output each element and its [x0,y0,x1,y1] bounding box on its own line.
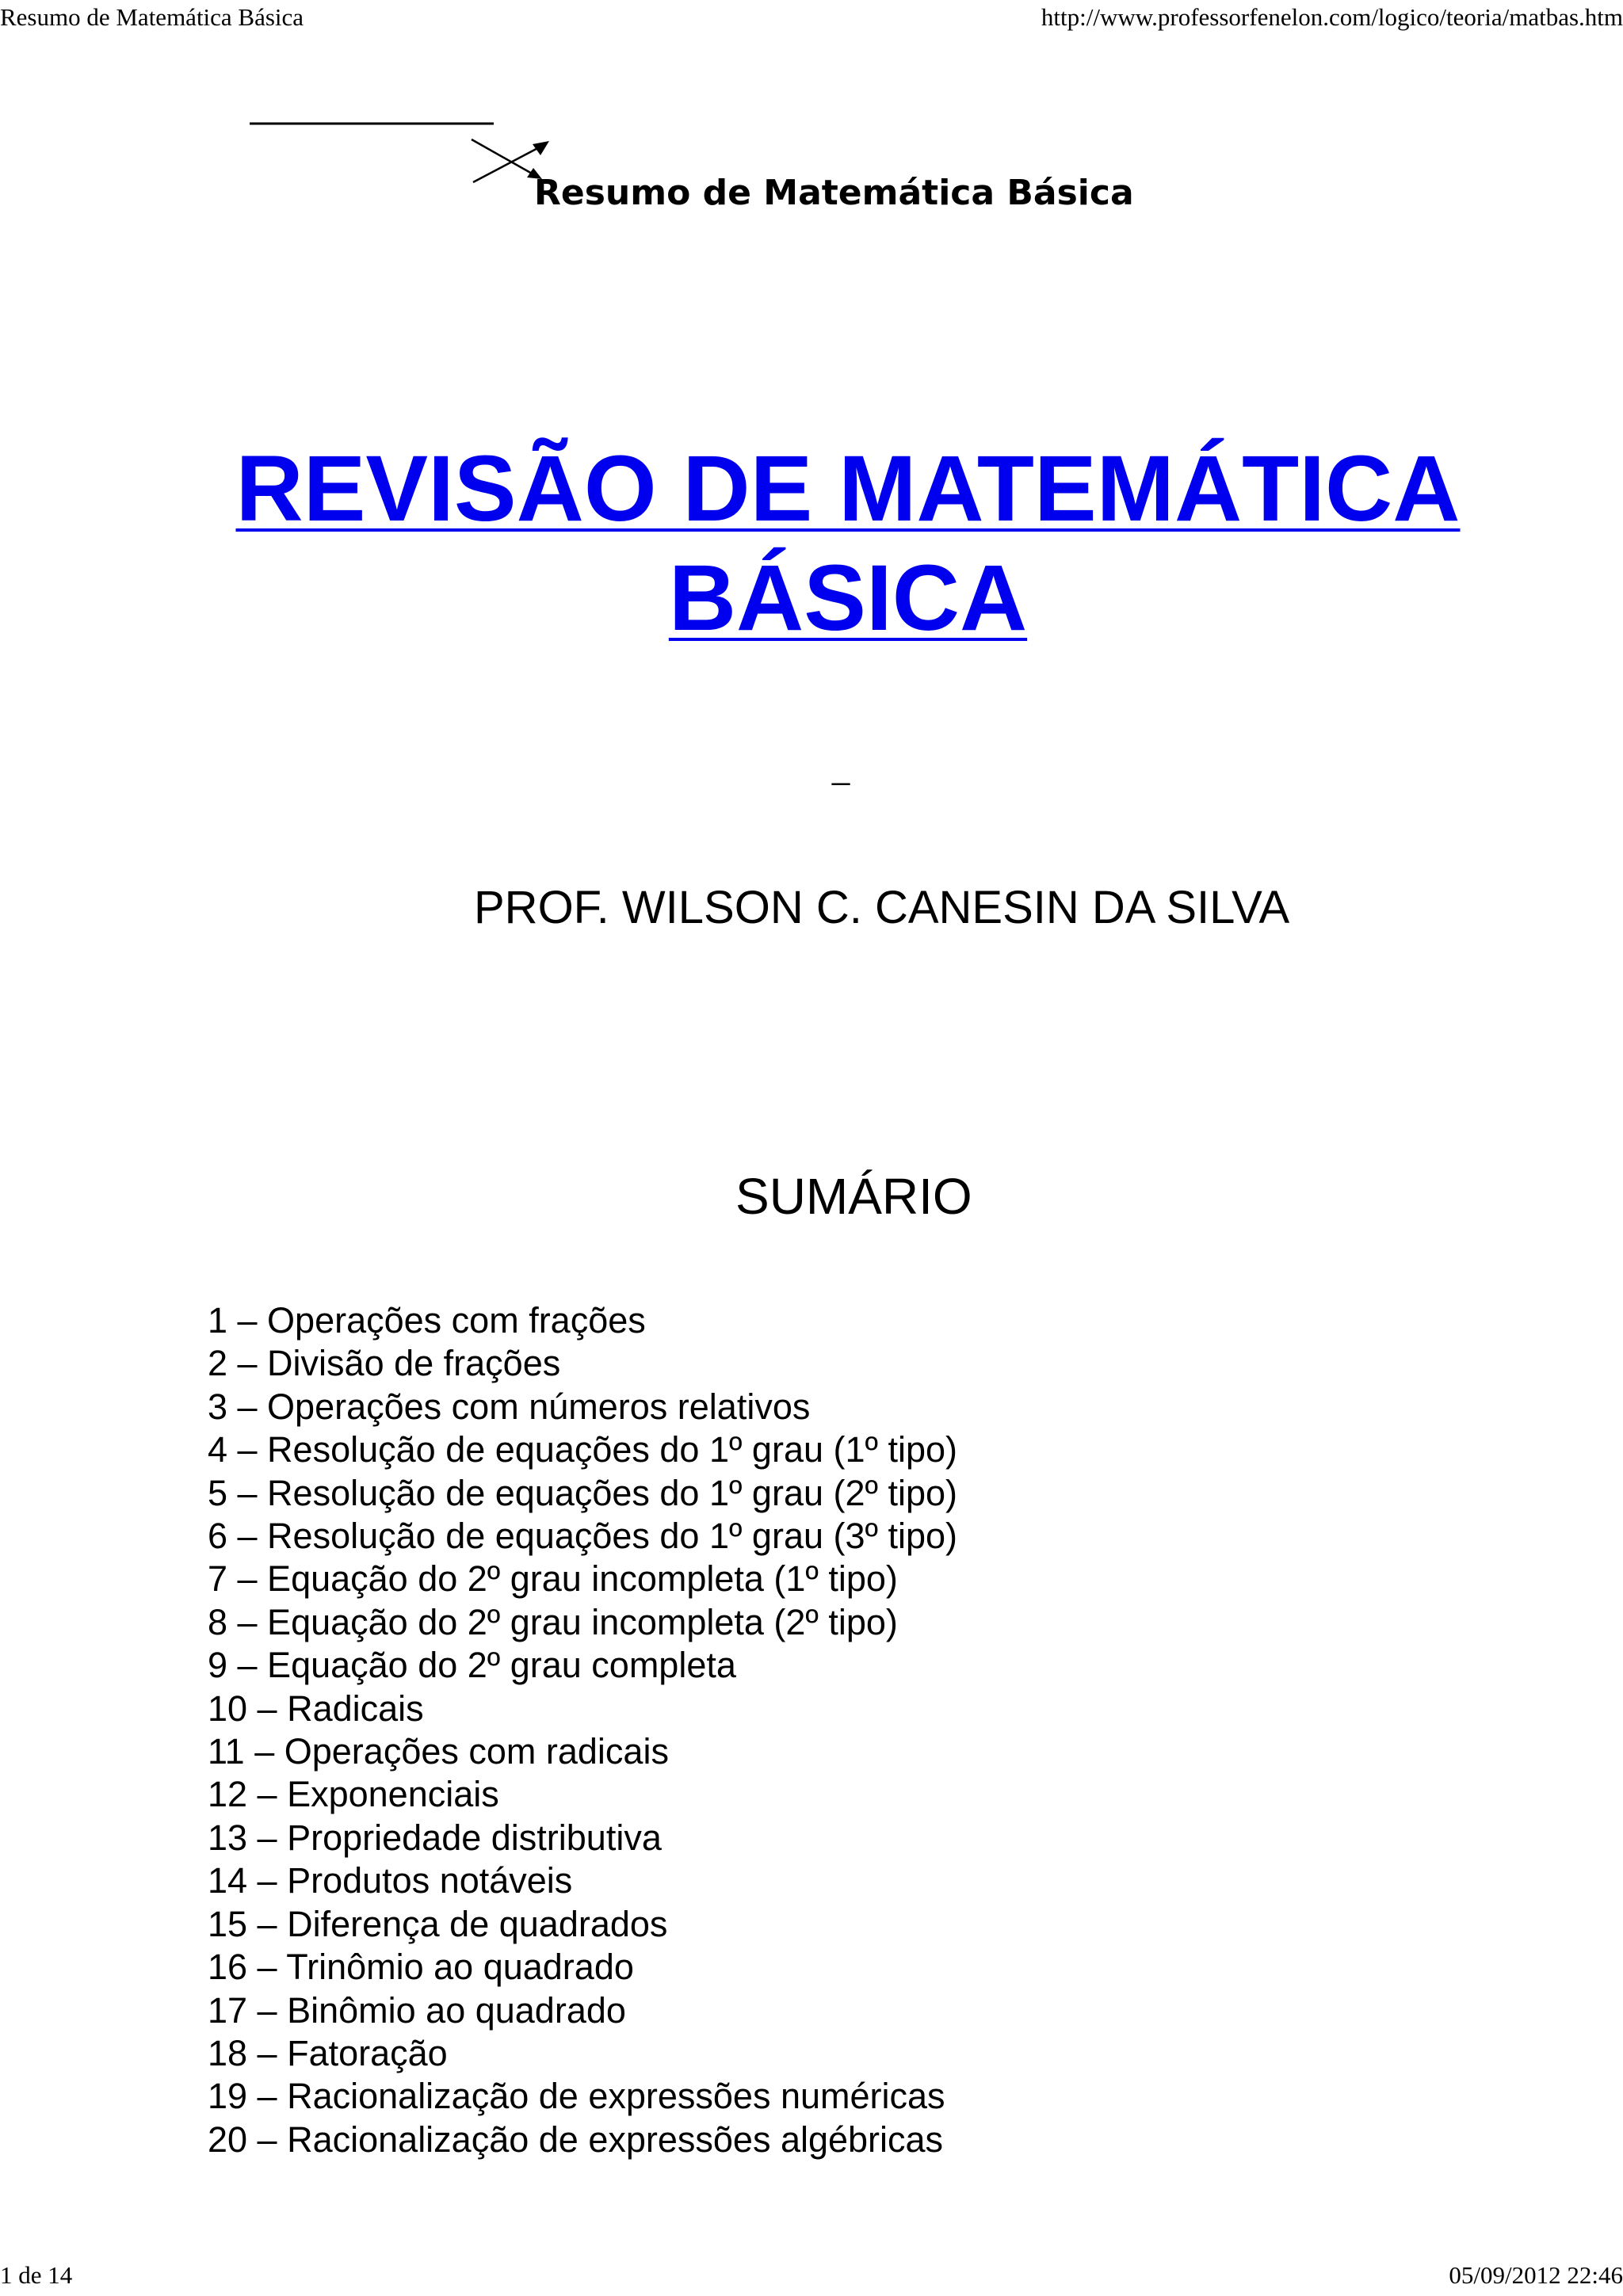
toc-heading: SUMÁRIO [735,1168,972,1225]
toc-item: 10 – Radicais [208,1688,424,1729]
print-header-title: Resumo de Matemática Básica [0,3,304,31]
site-banner-title: Resumo de Matemática Básica [534,173,1134,213]
toc-list [208,1299,957,2161]
toc-item: 9 – Equação do 2º grau completa [208,1645,736,1686]
print-footer-datetime: 05/09/2012 22:46 [1449,2261,1623,2289]
toc-item: 18 – Fatoração [208,2032,448,2073]
print-footer-page-number: 1 de 14 [0,2261,73,2289]
toc-item: 5 – Resolução de equações do 1º grau (2º tipo) [208,1472,957,1513]
toc-item: 15 – Diferença de quadrados [208,1903,668,1944]
logo-arrow-icon [246,111,555,190]
toc-item: 16 – Trinômio ao quadrado [208,1947,634,1988]
main-title-line-2: BÁSICA [668,546,1028,650]
main-title-line-1: REVISÃO DE MATEMÁTICA [235,437,1461,541]
toc-item: 19 – Racionalização de expressões numéricas [208,2076,945,2117]
toc-item: 13 – Propriedade distributiva [208,1817,662,1858]
toc-item: 4 – Resolução de equações do 1º grau (1º tipo) [208,1429,957,1470]
toc-item: 1 – Operações com frações [208,1300,646,1341]
author-name: PROF. WILSON C. CANESIN DA SILVA [474,882,1290,933]
toc-item: 14 – Produtos notáveis [208,1860,573,1901]
toc-item: 3 – Operações com números relativos [208,1386,811,1427]
separator-dash: _ [832,751,850,786]
toc-item: 12 – Exponenciais [208,1774,499,1815]
toc-item: 20 – Racionalização de expressões algébricas [208,2119,944,2160]
toc-item: 7 – Equação do 2º grau incompleta (1º tipo) [208,1558,898,1600]
toc-item: 11 – Operações com radicais [208,1731,669,1772]
main-title-link[interactable] [158,434,1537,653]
toc-item: 8 – Equação do 2º grau incompleta (2º tipo) [208,1601,898,1642]
toc-item: 17 – Binômio ao quadrado [208,1989,626,2031]
toc-item: 2 – Divisão de frações [208,1343,561,1384]
print-header-url: http://www.professorfenelon.com/logico/teoria/matbas.htm [1041,3,1623,31]
toc-item: 6 – Resolução de equações do 1º grau (3º tipo) [208,1516,957,1557]
